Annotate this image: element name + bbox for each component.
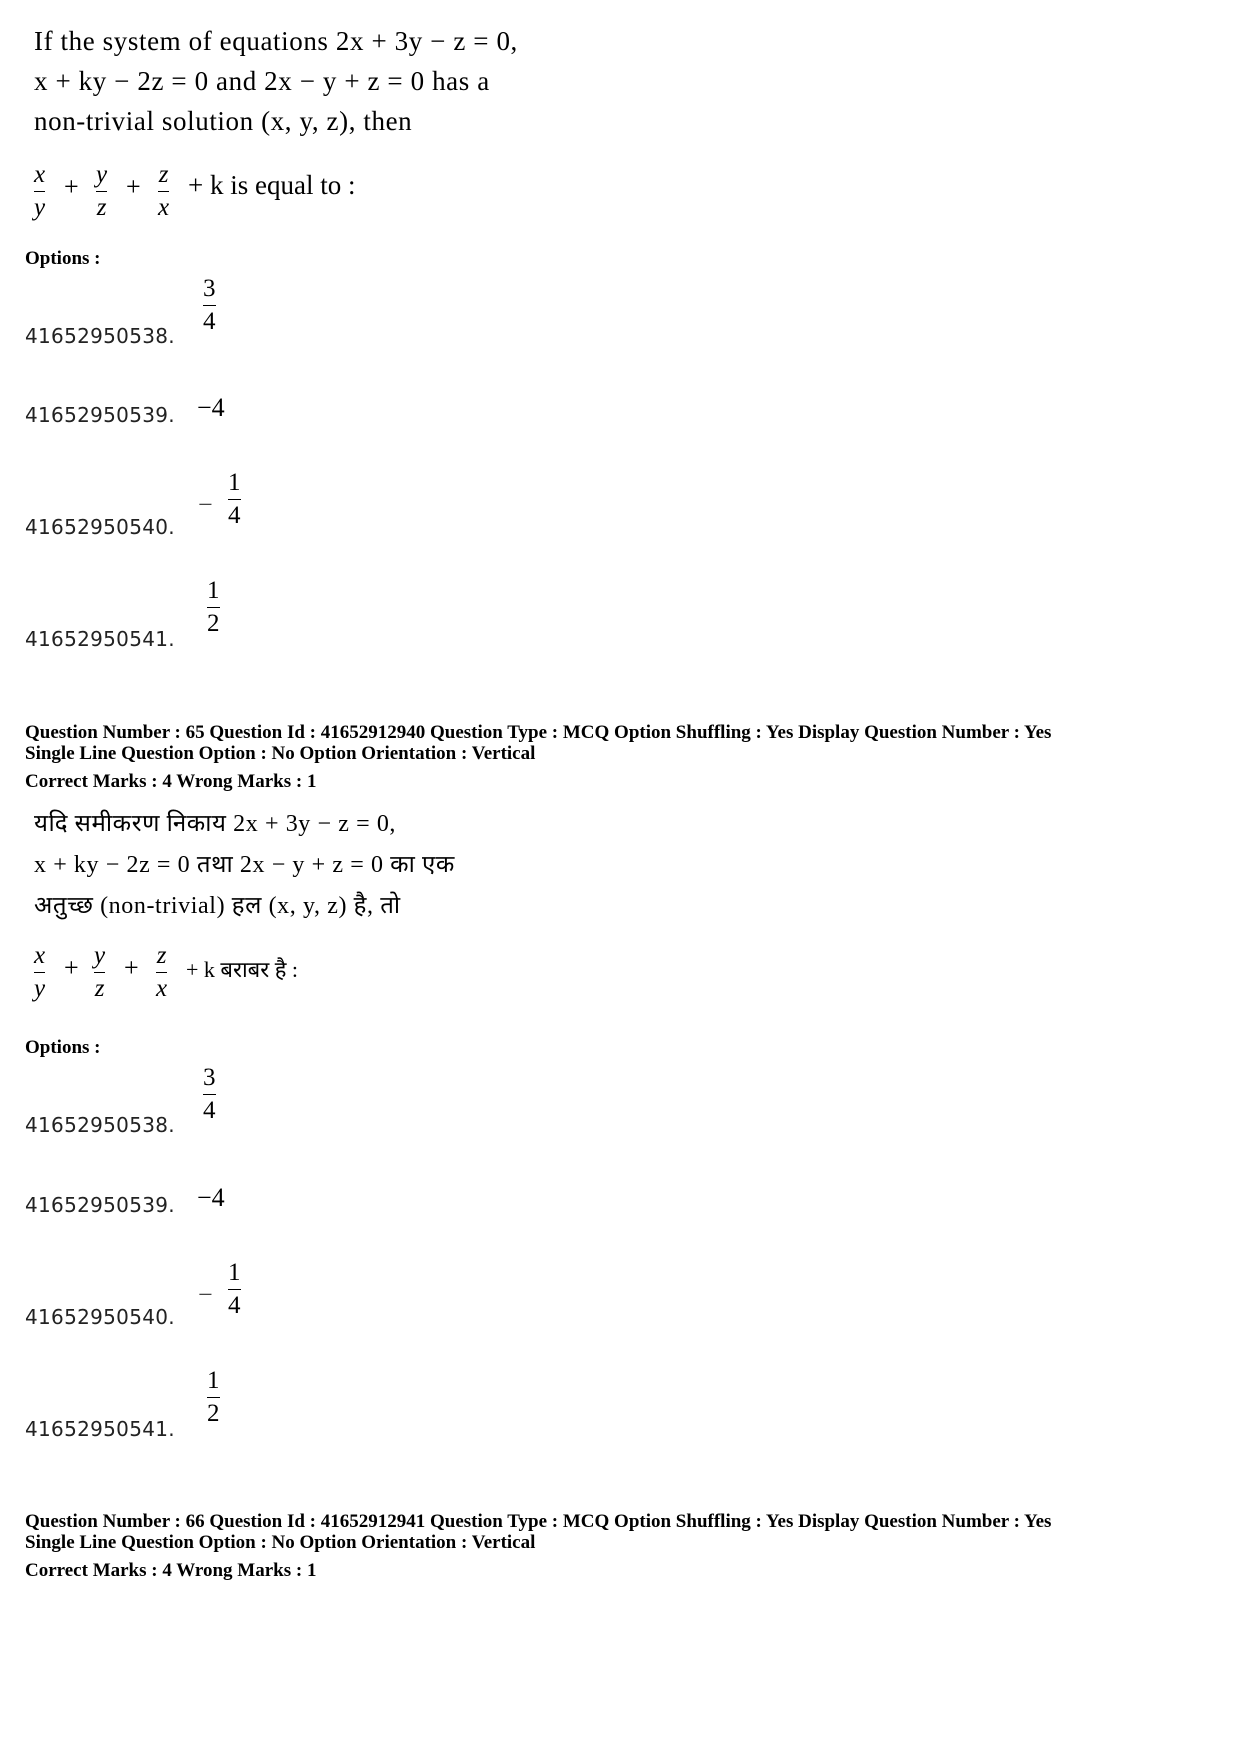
- expression-tail: + k बराबर है :: [186, 957, 299, 982]
- option-id: 41652950539.: [25, 1193, 175, 1217]
- fraction-z-over-x: [156, 943, 167, 1002]
- option-value-fraction: 1 4: [228, 1259, 241, 1319]
- option-id: 41652950539.: [25, 403, 175, 427]
- question-meta: Question Number : 65 Question Id : 41652912940 Question Type : MCQ Option Shuffling : Yes Display Question Number : Yes: [25, 722, 1052, 743]
- option-id: 41652950540.: [25, 515, 175, 539]
- denominator: x: [156, 975, 168, 1002]
- numerator: y: [96, 161, 108, 188]
- numerator: x: [34, 161, 46, 188]
- fraction-y-over-z: [94, 943, 105, 1002]
- expression-tail: + k is equal to :: [188, 170, 356, 200]
- option-value: −4: [197, 393, 225, 422]
- fraction-z-over-x: [158, 162, 169, 221]
- plus-sign: +: [64, 172, 79, 201]
- numerator: z: [158, 161, 169, 188]
- denominator: y: [34, 194, 46, 221]
- option-id: 41652950538.: [25, 324, 175, 348]
- numerator: x: [34, 942, 46, 969]
- option-id: 41652950541.: [25, 1417, 175, 1441]
- denominator: z: [96, 194, 107, 221]
- option-value-fraction: 3 4: [203, 1064, 216, 1124]
- question-meta: Single Line Question Option : No Option Orientation : Vertical: [25, 1532, 536, 1553]
- minus-sign: −: [198, 490, 213, 519]
- question-line: If the system of equations 2x + 3y − z = 0,: [34, 26, 518, 56]
- fraction-x-over-y: [34, 943, 45, 1002]
- option-id: 41652950538.: [25, 1113, 175, 1137]
- option-value-fraction: 1 2: [207, 1367, 220, 1427]
- options-label: Options :: [25, 1037, 101, 1058]
- option-value: −4: [197, 1183, 225, 1212]
- option-id: 41652950541.: [25, 627, 175, 651]
- fraction-x-over-y: [34, 162, 45, 221]
- question-line: यदि समीकरण निकाय 2x + 3y − z = 0,: [34, 811, 397, 837]
- fraction-y-over-z: [96, 162, 107, 221]
- question-meta: Single Line Question Option : No Option Orientation : Vertical: [25, 743, 536, 764]
- option-value-fraction: 3 4: [203, 275, 216, 335]
- option-value-fraction: 1 4: [228, 469, 241, 529]
- question-line: x + ky − 2z = 0 तथा 2x − y + z = 0 का एक: [34, 852, 455, 878]
- option-id: 41652950540.: [25, 1305, 175, 1329]
- minus-sign: −: [198, 1280, 213, 1309]
- denominator: y: [34, 975, 46, 1002]
- question-line: non-trivial solution (x, y, z), then: [34, 106, 413, 136]
- options-label: Options :: [25, 248, 101, 269]
- question-line: अतुच्छ (non-trivial) हल (x, y, z) है, तो: [34, 893, 401, 919]
- marks-info: Correct Marks : 4 Wrong Marks : 1: [25, 1560, 317, 1581]
- denominator: z: [94, 975, 105, 1002]
- question-meta: Question Number : 66 Question Id : 41652912941 Question Type : MCQ Option Shuffling : Yes Display Question Number : Yes: [25, 1511, 1052, 1532]
- denominator: x: [158, 194, 170, 221]
- numerator: y: [94, 942, 106, 969]
- marks-info: Correct Marks : 4 Wrong Marks : 1: [25, 771, 317, 792]
- plus-sign: +: [64, 953, 79, 982]
- numerator: z: [156, 942, 167, 969]
- plus-sign: +: [124, 953, 139, 982]
- option-value-fraction: 1 2: [207, 577, 220, 637]
- plus-sign: +: [126, 172, 141, 201]
- question-line: x + ky − 2z = 0 and 2x − y + z = 0 has a: [34, 66, 490, 96]
